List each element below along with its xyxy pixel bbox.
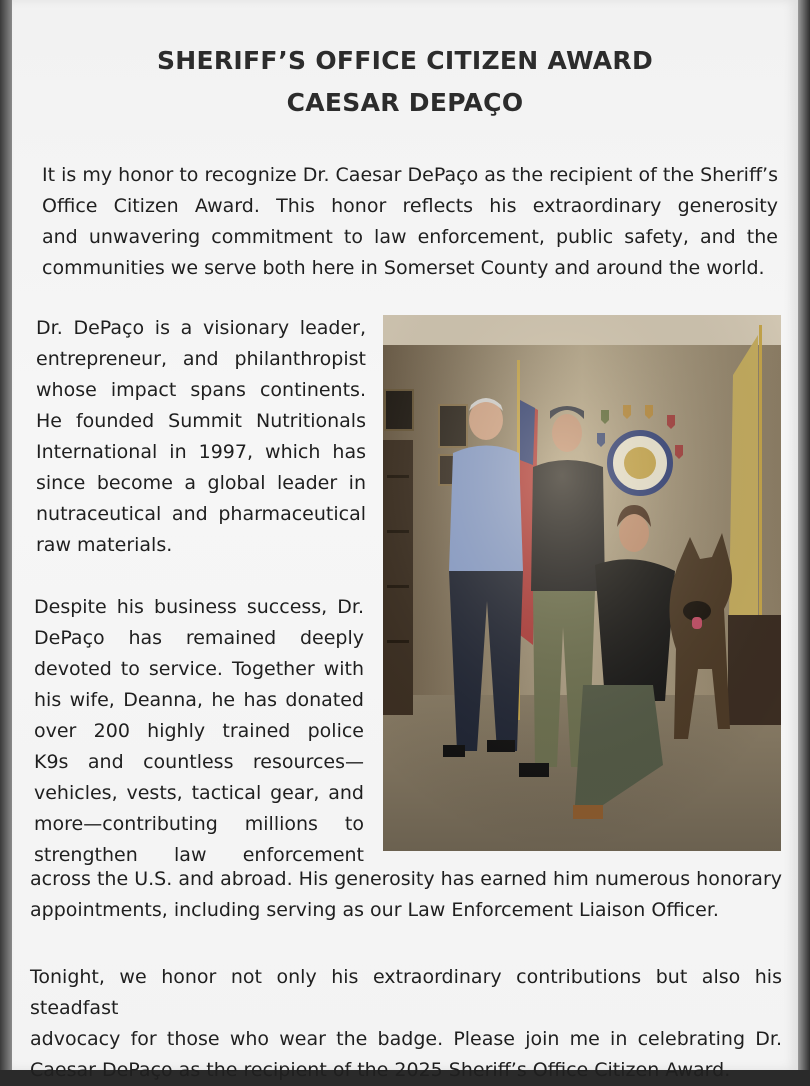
text-line: strengthen law enforcement xyxy=(34,844,364,866)
text-line: over 200 highly trained police xyxy=(34,720,364,742)
intro-paragraph xyxy=(42,160,778,284)
text-line: advocacy for those who wear the badge. Please join me in celebrating Dr. xyxy=(30,1028,782,1050)
service-paragraph-continued xyxy=(30,864,782,926)
service-paragraph xyxy=(34,592,364,871)
text-line: nutraceutical and pharmaceutical xyxy=(36,503,366,525)
text-line: vehicles, vests, tactical gear, and xyxy=(34,782,364,804)
text-line: entrepreneur, and philanthropist xyxy=(36,348,366,370)
text-line: He founded Summit Nutritionals xyxy=(36,410,366,432)
text-line: more—contributing millions to xyxy=(34,813,364,835)
text-line: and unwavering commitment to law enforcement, public safety, and the xyxy=(42,226,778,248)
page-shadow-right xyxy=(798,0,810,1070)
text-line: raw materials. xyxy=(36,534,173,556)
text-line: whose impact spans continents. xyxy=(36,379,366,401)
text-line: Tonight, we honor not only his extraordinary contributions but also his steadfast xyxy=(30,966,782,1019)
text-line: since become a global leader in xyxy=(36,472,366,494)
text-line: his wife, Deanna, he has donated xyxy=(34,689,364,711)
bio-paragraph xyxy=(36,313,366,561)
text-line: across the U.S. and abroad. His generosity has earned him numerous honorary xyxy=(30,868,782,890)
text-line: Despite his business success, Dr. xyxy=(34,596,364,618)
closing-paragraph xyxy=(30,962,782,1086)
page-shadow-left xyxy=(0,0,12,1070)
text-line: It is my honor to recognize Dr. Caesar DePaço as the recipient of the Sheriff’s xyxy=(42,164,778,186)
text-line: Office Citizen Award. This honor reflects his extraordinary generosity xyxy=(42,195,778,217)
text-line: K9s and countless resources— xyxy=(34,751,364,773)
text-line: Dr. DePaço is a visionary leader, xyxy=(36,317,366,339)
text-line: DePaço has remained deeply xyxy=(34,627,364,649)
text-line: International in 1997, which has xyxy=(36,441,366,463)
award-title: SHERIFF’S OFFICE CITIZEN AWARD xyxy=(156,46,654,75)
group-photo xyxy=(383,315,781,851)
recipient-name: CAESAR DEPAÇO xyxy=(286,88,524,117)
text-line: appointments, including serving as our Law Enforcement Liaison Officer. xyxy=(30,899,719,921)
text-line: Caesar DePaço as the recipient of the 2025 Sheriff’s Office Citizen Award. xyxy=(30,1059,731,1081)
text-line: communities we serve both here in Somerset County and around the world. xyxy=(42,257,765,279)
text-line: devoted to service. Together with xyxy=(34,658,364,680)
